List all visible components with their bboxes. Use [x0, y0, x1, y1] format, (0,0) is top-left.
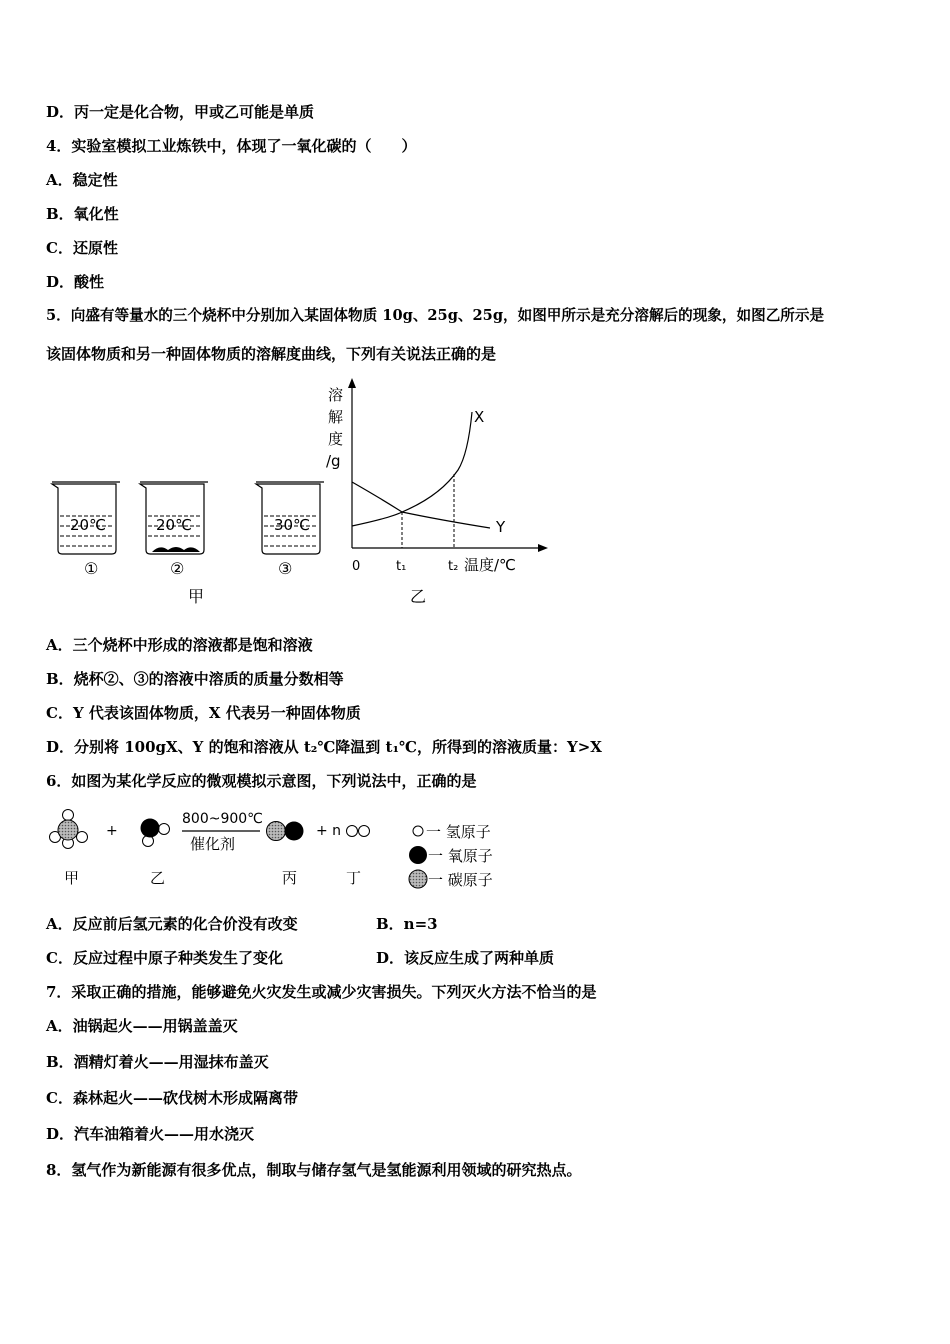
x-axis-label: 温度/℃ — [464, 556, 516, 574]
legend-oxygen: 一 氧原子 — [428, 847, 493, 865]
beaker-2 — [140, 482, 208, 578]
q4-option-d: D．酸性 — [46, 273, 105, 291]
label-yi: 乙 — [150, 869, 166, 887]
y-axis-label-4: /g — [326, 452, 341, 470]
q7-option-b: B．酒精灯着火——用湿抹布盖灭 — [46, 1053, 269, 1071]
label-bing: 丙 — [282, 869, 298, 887]
figure-right-caption: 乙 — [410, 587, 427, 606]
q5-option-b: B．烧杯②、③的溶液中溶质的质量分数相等 — [46, 670, 344, 688]
molecule-bing — [267, 822, 304, 841]
plus-n: + n — [316, 823, 342, 839]
q3-option-d: D．丙一定是化合物，甲或乙可能是单质 — [46, 103, 315, 121]
y-axis-label-3: 度 — [328, 430, 344, 448]
q6-option-a: A．反应前后氢元素的化合价没有改变 — [46, 915, 298, 933]
q4-option-b: B．氧化性 — [46, 205, 119, 223]
label-ding: 丁 — [346, 869, 362, 887]
legend-hydrogen: 一 氢原子 — [426, 823, 491, 841]
q5-stem-line-2: 该固体物质和另一种固体物质的溶解度曲线，下列有关说法正确的是 — [46, 345, 497, 363]
figure-left-caption: 甲 — [188, 587, 205, 606]
curve-x — [352, 412, 472, 526]
beaker-3-temp: 30℃ — [274, 516, 310, 534]
condition-temperature: 800~900℃ — [182, 811, 263, 827]
undissolved-solid — [152, 547, 200, 552]
q6-option-b: B．n=3 — [376, 915, 438, 933]
q5-option-c: C．Y 代表该固体物质，X 代表另一种固体物质 — [46, 704, 361, 722]
q6-option-d: D．该反应生成了两种单质 — [376, 949, 555, 967]
q7-stem: 7．采取正确的措施，能够避免火灾发生或减少灾害损失。下列灭火方法不恰当的是 — [46, 983, 597, 1001]
beaker-3 — [256, 482, 324, 578]
beaker-2-temp: 20℃ — [156, 516, 192, 534]
legend — [409, 823, 493, 889]
q7-option-d: D．汽车油箱着火——用水浇灭 — [46, 1125, 255, 1143]
label-jia: 甲 — [64, 869, 80, 887]
q7-option-a: A．油锅起火——用锅盖盖灭 — [46, 1017, 238, 1035]
beaker-2-label: ② — [170, 559, 185, 578]
beaker-3-label: ③ — [278, 559, 293, 578]
t1-label: t₁ — [396, 559, 407, 574]
q4-option-c: C．还原性 — [46, 239, 118, 257]
y-axis-label-1: 溶 — [328, 386, 344, 404]
q5-stem-line-1: 5．向盛有等量水的三个烧杯中分别加入某固体物质 10g、25g、25g，如图甲所示是充分溶解后的现象，如图乙所示是 — [46, 307, 825, 324]
y-axis-label-2: 解 — [328, 408, 344, 426]
beaker-1-label: ① — [84, 559, 99, 578]
q6-stem: 6．如图为某化学反应的微观模拟示意图，下列说法中，正确的是 — [46, 772, 477, 790]
beaker-1 — [52, 482, 120, 578]
q8-stem: 8．氢气作为新能源有很多优点，制取与储存氢气是氢能源利用领域的研究热点。 — [46, 1161, 582, 1179]
molecule-ding — [347, 826, 370, 837]
condition-catalyst: 催化剂 — [190, 835, 236, 853]
q5-figure — [40, 378, 570, 608]
legend-carbon: 一 碳原子 — [428, 871, 493, 889]
molecule-jia — [50, 810, 88, 849]
solubility-graph — [326, 378, 548, 574]
q5-option-d: D．分别将 100gX、Y 的饱和溶液从 t₂℃降温到 t₁℃，所得到的溶液质量：Y>X — [46, 738, 602, 756]
q6-option-c: C．反应过程中原子种类发生了变化 — [46, 949, 283, 967]
q4-stem: 4．实验室模拟工业炼铁中，体现了一氧化碳的（ ） — [46, 137, 417, 155]
molecule-yi — [141, 819, 170, 847]
beaker-1-temp: 20℃ — [70, 516, 106, 534]
plus-1: + — [106, 823, 118, 839]
t2-label: t₂ — [448, 559, 459, 574]
curve-y-label: Y — [496, 518, 506, 536]
origin-label: 0 — [352, 559, 361, 574]
q4-option-a: A．稳定性 — [46, 171, 118, 189]
q7-option-c: C．森林起火——砍伐树木形成隔离带 — [46, 1089, 298, 1107]
curve-x-label: X — [474, 408, 485, 426]
q5-option-a: A．三个烧杯中形成的溶液都是饱和溶液 — [46, 636, 313, 654]
q6-figure — [40, 803, 520, 895]
